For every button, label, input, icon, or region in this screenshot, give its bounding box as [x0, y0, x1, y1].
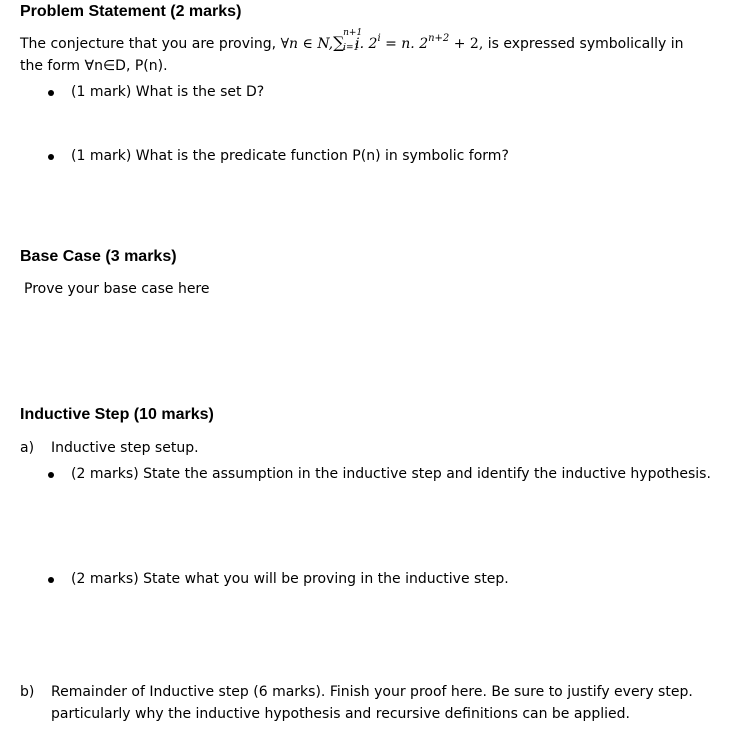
conjecture-line-1: [20, 28, 684, 53]
conjecture-suffix: is expressed symbolically in: [487, 36, 684, 52]
conjecture-intro: The conjecture that you are proving,: [20, 36, 277, 52]
part-b-line-1: Remainder of Inductive step (6 marks). Finish your proof here. Be sure to justify every step.: [51, 684, 693, 700]
inductive-step-heading: Inductive Step (10 marks): [20, 406, 214, 423]
part-b-label: b): [20, 684, 35, 700]
question-proving: (2 marks) State what you will be proving in the inductive step.: [71, 571, 509, 587]
bullet-icon: [48, 577, 54, 583]
formula-tail: + 2,: [449, 36, 484, 52]
conjecture-line-2: the form ∀n∈D, P(n).: [20, 58, 168, 74]
sigma-symbol: ∑: [333, 33, 345, 52]
formula-term: i. 2: [355, 36, 378, 52]
summation: [333, 28, 363, 53]
part-a-text: Inductive step setup.: [51, 440, 199, 456]
formula-equals: = n. 2: [380, 36, 429, 52]
part-b-line-2: particularly why the inductive hypothesis and recursive definitions can be applied.: [51, 706, 630, 722]
bullet-icon: [48, 90, 54, 96]
formula-forall: ∀n ∈ N,: [280, 36, 334, 52]
conjecture-formula: [280, 28, 488, 53]
rhs-exponent: n+2: [428, 33, 450, 44]
base-case-text: Prove your base case here: [24, 281, 210, 297]
problem-statement-heading: Problem Statement (2 marks): [20, 3, 242, 20]
question-assumption: (2 marks) State the assumption in the inductive step and identify the inductive hypothesis.: [71, 466, 711, 482]
part-a-label: a): [20, 440, 35, 456]
term-exponent: i: [377, 33, 381, 44]
question-set-d: (1 mark) What is the set D?: [71, 84, 265, 100]
sum-lower-limit: i=1: [343, 43, 360, 53]
bullet-icon: [48, 472, 54, 478]
sum-upper-limit: n+1: [343, 28, 363, 38]
question-predicate: (1 mark) What is the predicate function P(n) in symbolic form?: [71, 148, 509, 164]
bullet-icon: [48, 154, 54, 160]
base-case-heading: Base Case (3 marks): [20, 248, 177, 265]
